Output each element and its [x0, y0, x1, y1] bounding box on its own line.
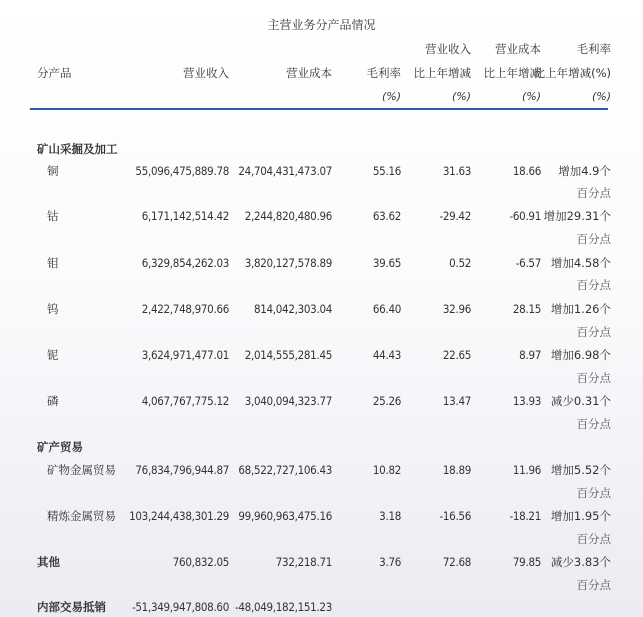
cell-cost: 2,014,555,281.45: [244, 348, 332, 362]
cell-product: 钼: [47, 256, 59, 270]
cell-cost: 732,218.71: [275, 555, 332, 569]
cell-margin-change: 增加1.95个: [550, 509, 611, 523]
cell-margin-change-unit: 百分点: [576, 278, 611, 292]
cell-rev-change: 32.96: [442, 302, 471, 316]
cell-rev-change: 13.47: [442, 394, 471, 408]
cell-margin-change-unit: 百分点: [576, 371, 611, 385]
header-cost: 营业成本: [286, 66, 332, 80]
cell-margin-change: 增加4.9个: [558, 164, 611, 178]
cell-margin-change: 增加1.26个: [550, 302, 611, 316]
header-cost-change-mid: 比上年增减: [483, 66, 541, 80]
cell-margin: 55.16: [372, 164, 401, 178]
cell-revenue: 55,096,475,889.78: [135, 164, 229, 178]
header-cost-change-unit: (%): [521, 90, 541, 103]
cell-product: 精炼金属贸易: [47, 509, 116, 523]
cell-cost: 68,522,727,106.43: [238, 463, 332, 477]
cell-margin-change-unit: 百分点: [576, 532, 611, 546]
cell-cost-change: -18.21: [509, 509, 541, 523]
cell-margin-change-unit: 百分点: [576, 578, 611, 592]
cell-revenue: 2,422,748,970.66: [141, 302, 229, 316]
cell-product: 钨: [47, 302, 59, 316]
cell-product: 其他: [37, 555, 60, 569]
cell-cost: 814,042,303.04: [253, 302, 332, 316]
cell-margin-change-unit: 百分点: [576, 232, 611, 246]
cell-product: 磷: [47, 394, 59, 408]
cell-margin-change-unit: 百分点: [576, 417, 611, 431]
cell-cost-change: -6.57: [515, 256, 541, 270]
cell-revenue: 760,832.05: [172, 555, 229, 569]
cell-rev-change: 31.63: [442, 164, 471, 178]
cell-cost-change: 8.97: [519, 348, 541, 362]
cell-margin: 10.82: [372, 463, 401, 477]
cell-margin: 44.43: [372, 348, 401, 362]
cell-cost-change: 79.85: [512, 555, 541, 569]
cell-cost: 3,040,094,323.77: [244, 394, 332, 408]
cell-revenue: 103,244,438,301.29: [129, 509, 229, 523]
header-revenue: 营业收入: [183, 66, 229, 80]
cell-rev-change: -29.42: [439, 209, 471, 223]
cell-cost: -48,049,182,151.23: [234, 600, 332, 614]
header-margin: 毛利率: [366, 66, 401, 80]
cell-revenue: 6,171,142,514.42: [141, 209, 229, 223]
cell-rev-change: 22.65: [442, 348, 471, 362]
cell-cost: 99,960,963,475.16: [238, 509, 332, 523]
cell-margin: 39.65: [372, 256, 401, 270]
cell-rev-change: -16.56: [439, 509, 471, 523]
cell-cost: 24,704,431,473.07: [238, 164, 332, 178]
cell-cost-change: -60.91: [509, 209, 541, 223]
cell-margin-change: 增加29.31个: [543, 209, 611, 223]
cell-revenue: 4,067,767,775.12: [141, 394, 229, 408]
cell-product: 铌: [47, 348, 59, 362]
cell-cost: 3,820,127,578.89: [244, 256, 332, 270]
table-title: 主营业务分产品情况: [267, 18, 376, 32]
cell-product: 内部交易抵销: [37, 600, 106, 614]
header-margin-change-mid: 比上年增减(%): [533, 66, 611, 80]
cell-rev-change: 0.52: [449, 256, 471, 270]
cell-margin: 66.40: [372, 302, 401, 316]
cell-margin: 3.18: [379, 509, 401, 523]
cell-margin-change-unit: 百分点: [576, 486, 611, 500]
cell-product: 铜: [47, 164, 59, 178]
header-margin-change-unit: (%): [591, 90, 611, 103]
cell-product: 钴: [47, 209, 59, 223]
cell-cost: 2,244,820,480.96: [244, 209, 332, 223]
cell-revenue: 76,834,796,944.87: [135, 463, 229, 477]
cell-margin-change-unit: 百分点: [576, 325, 611, 339]
cell-margin: 25.26: [372, 394, 401, 408]
section-title-mining: 矿山采掘及加工: [37, 142, 118, 156]
cell-product: 矿物金属贸易: [47, 463, 116, 477]
header-cost-change-top: 营业成本: [495, 42, 541, 56]
section-title-trade: 矿产贸易: [37, 440, 83, 454]
cell-cost-change: 18.66: [512, 164, 541, 178]
cell-margin-change: 减少0.31个: [550, 394, 611, 408]
cell-margin-change: 增加6.98个: [550, 348, 611, 362]
cell-revenue: 6,329,854,262.03: [141, 256, 229, 270]
header-margin-unit: (%): [381, 90, 401, 103]
header-rev-change-mid: 比上年增减: [413, 66, 471, 80]
cell-margin: 63.62: [372, 209, 401, 223]
cell-cost-change: 28.15: [512, 302, 541, 316]
cell-rev-change: 18.89: [442, 463, 471, 477]
cell-rev-change: 72.68: [442, 555, 471, 569]
cell-cost-change: 13.93: [512, 394, 541, 408]
cell-margin-change: 增加5.52个: [550, 463, 611, 477]
header-divider: [30, 108, 608, 110]
cell-revenue: -51,349,947,808.60: [131, 600, 229, 614]
cell-margin-change: 增加4.58个: [550, 256, 611, 270]
cell-margin-change: 减少3.83个: [550, 555, 611, 569]
cell-margin-change-unit: 百分点: [576, 186, 611, 200]
cell-cost-change: 11.96: [512, 463, 541, 477]
header-rev-change-top: 营业收入: [425, 42, 471, 56]
cell-revenue: 3,624,971,477.01: [141, 348, 229, 362]
cell-margin: 3.76: [379, 555, 401, 569]
header-rev-change-unit: (%): [451, 90, 471, 103]
header-product: 分产品: [37, 66, 72, 80]
header-margin-change-top: 毛利率: [576, 42, 611, 56]
